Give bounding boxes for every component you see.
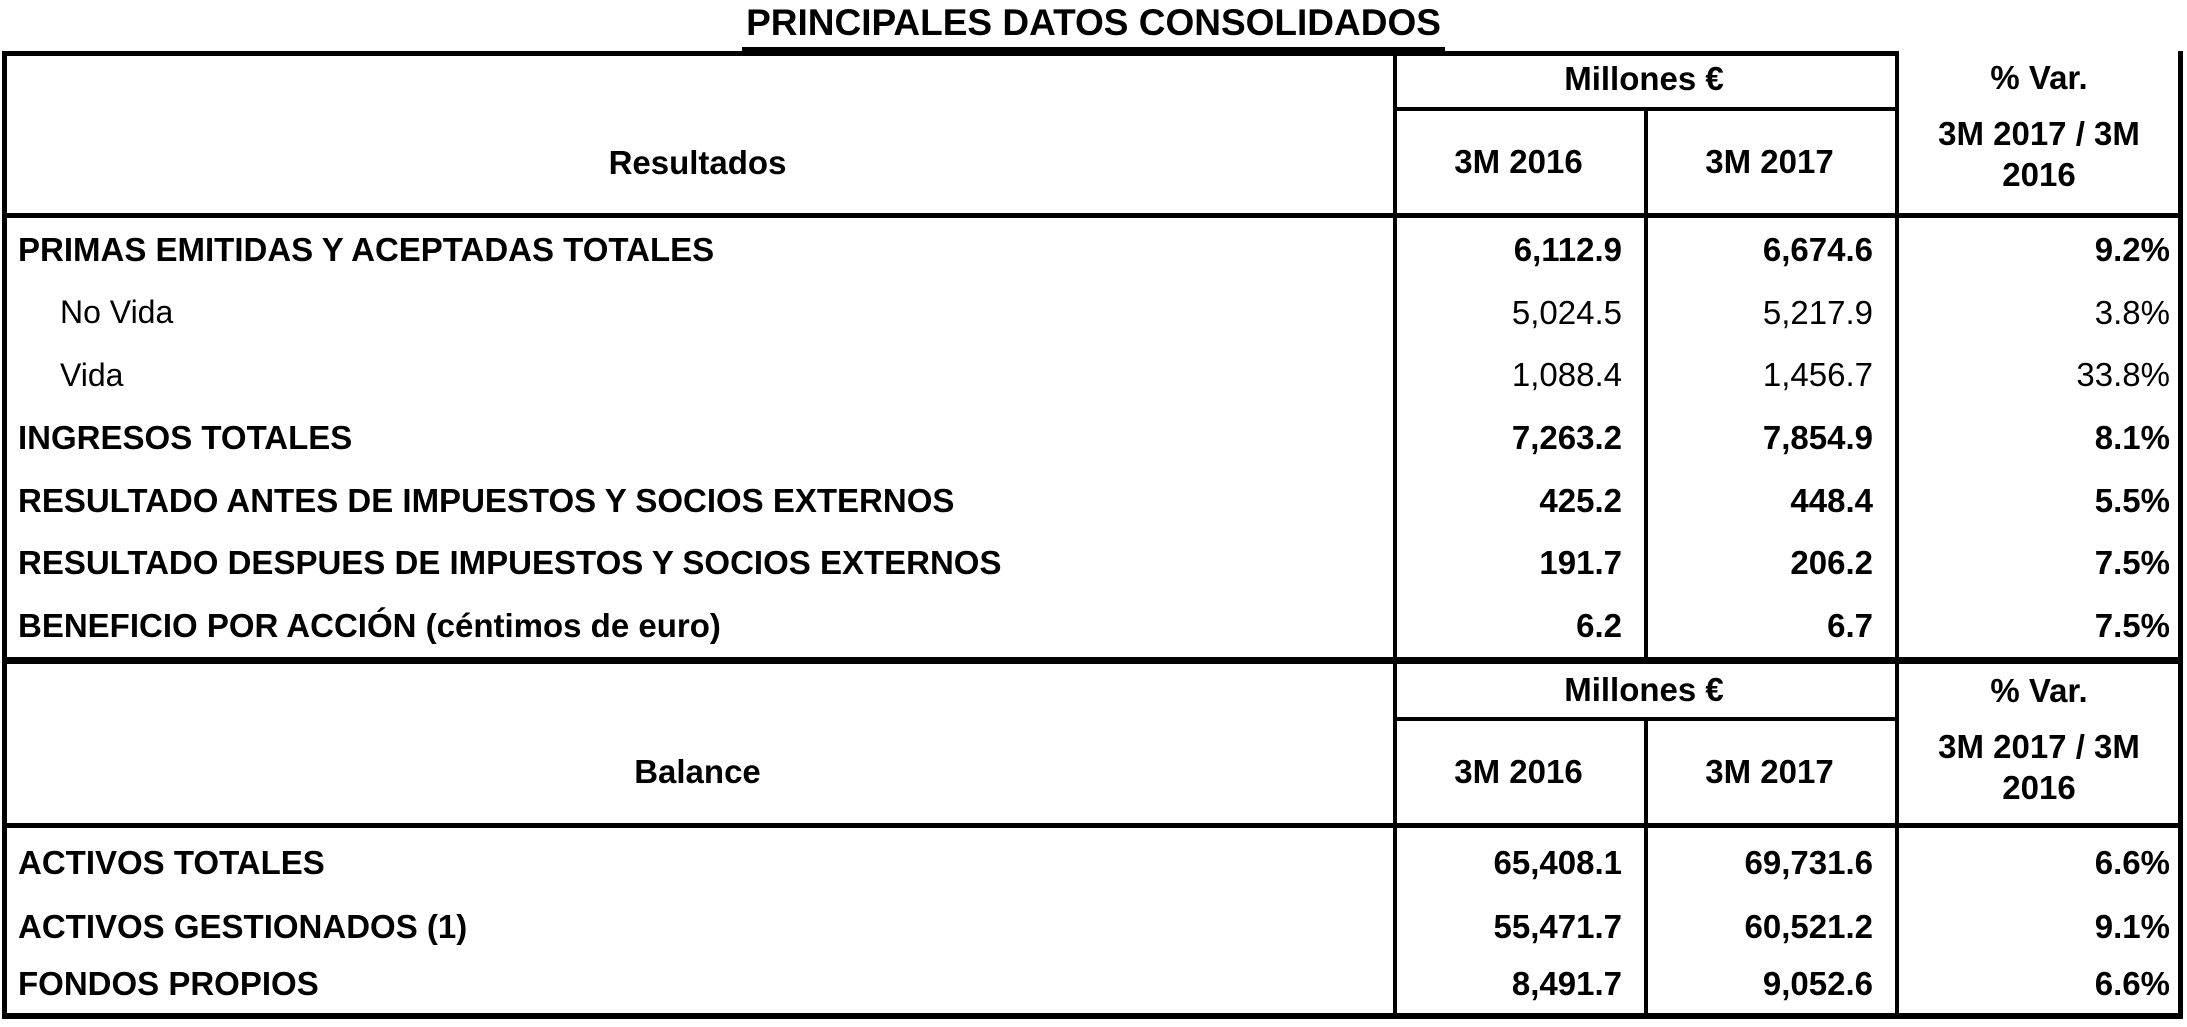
value-3m2016: 55,471.7 (1493, 907, 1622, 945)
col-header-3m2016-balance: 3M 2016 (1454, 752, 1583, 790)
row-label: No Vida (60, 294, 174, 330)
section-separator (2, 657, 2183, 664)
value-3m2016: 1,088.4 (1511, 356, 1622, 393)
table-row (2, 828, 2183, 898)
value-3m2017: 60,521.2 (1744, 907, 1873, 945)
var-header-resultados (1895, 51, 2183, 213)
unit-header-balance: Millones € (1564, 671, 1724, 709)
divider-2016-2017-bottom (1644, 717, 1648, 1013)
table-row (2, 955, 2183, 1013)
value-var: 5.5% (2094, 481, 2170, 519)
table-row (2, 898, 2183, 955)
row-label: RESULTADO DESPUES DE IMPUESTOS Y SOCIOS EXTERNOS (18, 544, 1002, 581)
value-3m2017: 448.4 (1790, 481, 1873, 519)
var-subheader-label: 3M 2017 / 3M 2016 (1938, 728, 2140, 807)
row-label: ACTIVOS TOTALES (18, 844, 325, 881)
value-3m2017: 69,731.6 (1744, 844, 1873, 881)
value-3m2017: 9,052.6 (1762, 965, 1873, 1002)
value-3m2017: 206.2 (1790, 544, 1873, 581)
value-var: 6.6% (2094, 844, 2170, 881)
value-3m2017: 1,456.7 (1762, 356, 1873, 393)
value-3m2016: 191.7 (1539, 544, 1622, 581)
consolidated-data-table (2, 51, 2183, 1019)
row-label: ACTIVOS GESTIONADOS (1) (18, 907, 468, 945)
value-var: 9.2% (2094, 230, 2170, 268)
divider-2016-2017-top (1644, 107, 1648, 657)
page-title: PRINCIPALES DATOS CONSOLIDADOS (742, 2, 1445, 52)
table-row (2, 406, 2183, 469)
value-var: 7.5% (2094, 606, 2170, 644)
var-header-label: % Var. (1990, 672, 2088, 709)
value-3m2017: 6.7 (1827, 606, 1873, 644)
value-var: 7.5% (2094, 544, 2170, 581)
row-label: RESULTADO ANTES DE IMPUESTOS Y SOCIOS EXTERNOS (18, 481, 955, 519)
value-3m2016: 65,408.1 (1493, 844, 1622, 881)
value-var: 6.6% (2094, 965, 2170, 1002)
line-under-millones-1 (1393, 107, 1899, 111)
row-label: BENEFICIO POR ACCIÓN (céntimos de euro) (18, 606, 721, 644)
border-right (2178, 51, 2183, 1019)
value-3m2016: 6.2 (1576, 606, 1622, 644)
border-top (2, 51, 1899, 56)
row-label: PRIMAS EMITIDAS Y ACEPTADAS TOTALES (18, 230, 715, 268)
page-title-wrap (0, 2, 2187, 52)
table-row (2, 344, 2183, 406)
divider-values-var (1895, 51, 1899, 1019)
value-3m2016: 6,112.9 (1513, 230, 1622, 268)
table-row (2, 281, 2183, 344)
value-3m2016: 5,024.5 (1511, 293, 1622, 331)
table-row (2, 218, 2183, 281)
line-under-header-2 (2, 823, 2183, 828)
var-header-balance (1895, 664, 2183, 823)
col-header-3m2017-balance: 3M 2017 (1705, 752, 1834, 790)
table-row (2, 532, 2183, 594)
value-var: 9.1% (2094, 907, 2170, 945)
value-3m2016: 7,263.2 (1511, 418, 1622, 456)
table-row (2, 469, 2183, 532)
row-label: Vida (60, 356, 124, 393)
col-header-3m2017-resultados: 3M 2017 (1705, 142, 1834, 180)
line-under-millones-2 (1393, 717, 1899, 721)
var-header-label: % Var. (1990, 59, 2088, 96)
col-header-3m2016-resultados: 3M 2016 (1454, 142, 1583, 180)
value-var: 8.1% (2094, 418, 2170, 456)
border-bottom (2, 1013, 2183, 1019)
var-subheader-label: 3M 2017 / 3M 2016 (1938, 115, 2140, 194)
value-3m2016: 8,491.7 (1511, 965, 1622, 1002)
table-row (2, 594, 2183, 657)
value-var: 3.8% (2094, 293, 2170, 331)
value-3m2017: 5,217.9 (1762, 293, 1873, 331)
row-label: INGRESOS TOTALES (18, 418, 353, 456)
border-left (2, 51, 7, 1019)
line-under-header-1 (2, 213, 2183, 218)
row-label: FONDOS PROPIOS (18, 965, 319, 1002)
section-header-resultados: Resultados (608, 143, 787, 181)
value-3m2017: 6,674.6 (1762, 230, 1873, 268)
unit-header-resultados: Millones € (1564, 59, 1724, 97)
value-3m2017: 7,854.9 (1762, 418, 1873, 456)
section-header-balance: Balance (634, 752, 761, 790)
divider-labels-values (1393, 51, 1397, 1019)
value-3m2016: 425.2 (1539, 481, 1622, 519)
value-var: 33.8% (2076, 356, 2170, 393)
